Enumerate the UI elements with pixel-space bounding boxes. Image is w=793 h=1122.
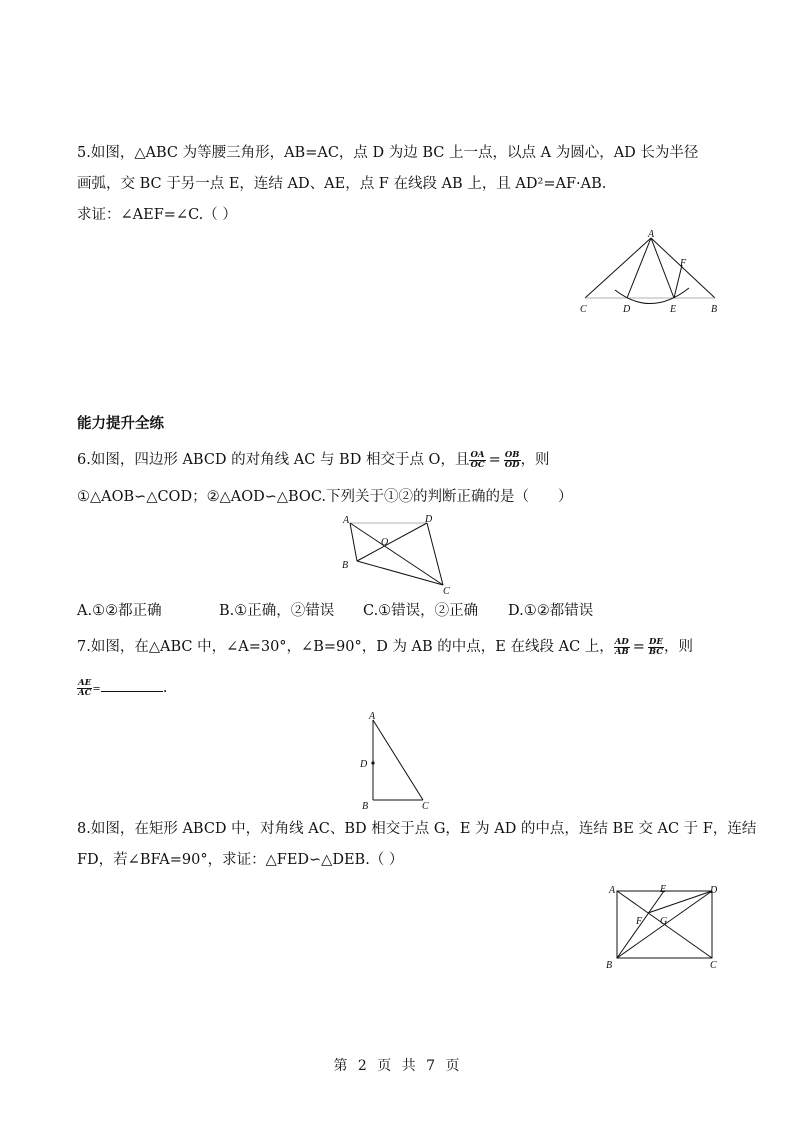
option-d: D.①②都错误 (508, 603, 594, 619)
problem7-line1 (77, 634, 693, 660)
label-O: O (381, 537, 389, 548)
option-b: B.①正确，②错误 (219, 603, 335, 619)
label-B: B (606, 960, 613, 971)
label-C: C (710, 960, 717, 971)
equals-sign: = (488, 452, 501, 468)
label-D: D (710, 885, 718, 896)
answer-period: . (162, 680, 168, 696)
section-heading: 能力提升全练 (77, 416, 164, 432)
answer-equals: = (92, 684, 101, 695)
problem8-line2: FD，若∠BFA=90°，求证：△FED∽△DEB.（ ） (77, 852, 404, 868)
label-F: F (680, 258, 687, 269)
label-A: A (609, 885, 616, 896)
problem5-line2: 画弧，交 BC 于另一点 E，连结 AD、AE，点 F 在线段 AB 上，且 AD²=AF·AB. (77, 176, 607, 192)
fraction-de-bc: $\frac{DE}{BC}$ (648, 636, 664, 657)
fraction-ob-od: $\frac{OB}{OD}$ (504, 449, 520, 470)
problem6-line1 (77, 448, 550, 472)
problem6-figure (335, 510, 465, 598)
problem5-line3: 求证：∠AEF=∠C.（ ） (77, 207, 237, 223)
problem7-line2 (77, 675, 167, 703)
label-C: C (422, 801, 429, 812)
label-C: C (580, 304, 587, 315)
problem5-line1: 5.如图，△ABC 为等腰三角形，AB=AC，点 D 为边 BC 上一点，以点 A 为圆心，AD 长为半径 (77, 145, 699, 161)
label-B: B (342, 560, 349, 571)
problem6-tail: ，则 (520, 452, 550, 468)
problem8-figure (600, 880, 730, 975)
label-A: A (343, 515, 350, 526)
label-D: D (623, 304, 631, 315)
fraction-oa-oc: $\frac{OA}{OC}$ (470, 449, 485, 470)
label-A: A (369, 711, 376, 722)
problem7-intro: 7.如图，在△ABC 中，∠A=30°，∠B=90°，D 为 AB 的中点，E 在线段 AC 上， (77, 639, 614, 655)
problem6-statements: ①△AOB∽△COD；②△AOD∽△BOC.下列关于①②的判断正确的是（ ） (77, 489, 573, 505)
label-F: F (636, 916, 643, 927)
label-C: C (443, 586, 450, 597)
equals-sign: = (632, 639, 645, 655)
page-footer: 第 2 页 共 7 页 (333, 1058, 460, 1074)
problem7-tail: ，则 (664, 639, 694, 655)
label-B: B (362, 801, 369, 812)
option-a: A.①②都正确 (77, 603, 162, 619)
label-E: E (660, 884, 667, 895)
option-c: C.①错误，②正确 (363, 603, 479, 619)
fraction-ad-ab: $\frac{AD}{AB}$ (614, 636, 629, 657)
label-D: D (360, 759, 368, 770)
problem8-line1: 8.如图，在矩形 ABCD 中，对角线 AC、BD 相交于点 G，E 为 AD 的中点，连结 BE 交 AC 于 F，连结 (77, 821, 757, 837)
label-E: E (670, 304, 677, 315)
problem6-intro: 6.如图，四边形 ABCD 的对角线 AC 与 BD 相交于点 O，且 (77, 452, 470, 468)
problem7-figure (355, 705, 440, 815)
label-A: A (648, 229, 655, 240)
fraction-ae-ac: $\frac{AE}{AC}$ (78, 677, 92, 698)
answer-blank[interactable] (101, 679, 163, 692)
label-B: B (711, 304, 718, 315)
problem5-figure (570, 228, 730, 320)
label-G: G (660, 916, 668, 927)
label-D: D (425, 514, 433, 525)
